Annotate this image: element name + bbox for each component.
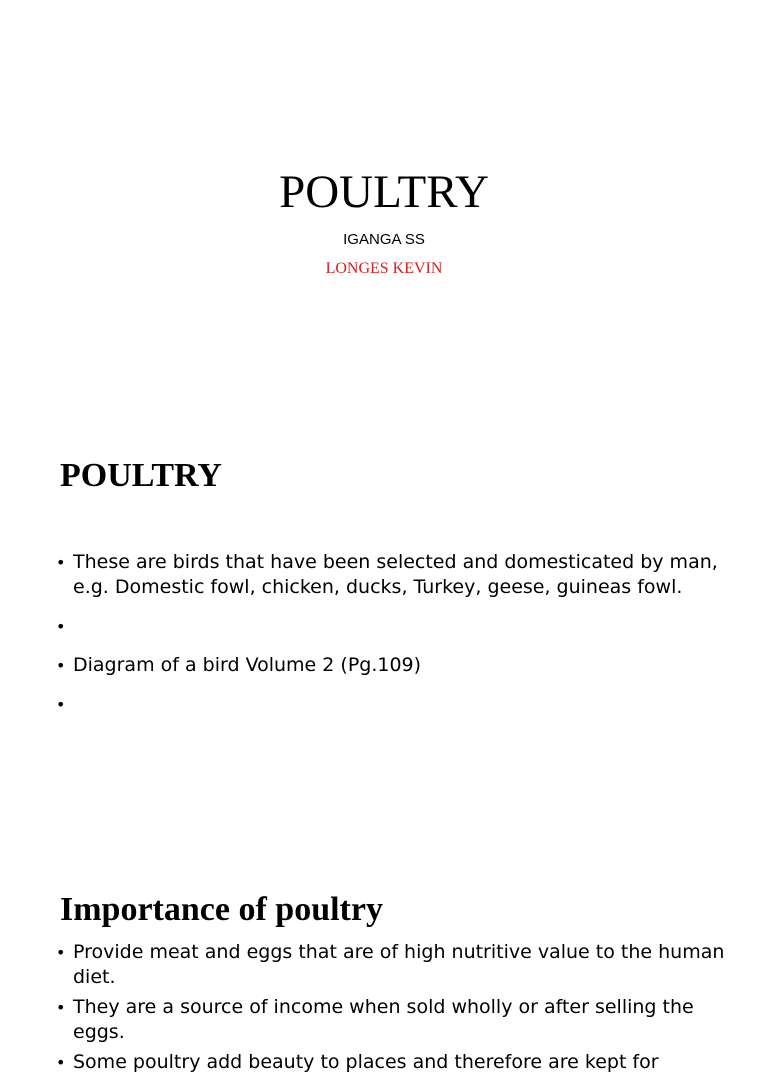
bullet-item xyxy=(56,692,736,717)
slide-heading: Importance of poultry xyxy=(60,891,383,928)
author-name: LONGES KEVIN xyxy=(325,260,443,277)
bullet-list xyxy=(56,550,736,731)
bullet-item: • They are a source of income when sold wholly or after selling the eggs. xyxy=(56,995,736,1045)
bullet-item xyxy=(56,614,736,639)
definition-slide xyxy=(0,418,768,858)
slide-heading: POULTRY xyxy=(60,457,222,494)
bullet-item: • These are birds that have been selected and domesticated by man, e.g. Domestic fowl, chicken, ducks, Turkey, geese, guineas fowl. xyxy=(56,550,736,600)
slide-title: POULTRY xyxy=(279,166,489,218)
importance-slide xyxy=(0,858,768,1073)
bullet-item: • Diagram of a bird Volume 2 (Pg.109) xyxy=(56,653,736,678)
bullet-item: • Provide meat and eggs that are of high nutritive value to the human diet. xyxy=(56,940,736,990)
title-slide xyxy=(0,0,768,418)
school-name: IGANGA SS xyxy=(343,231,425,248)
bullet-item: • Some poultry add beauty to places and therefore are kept for xyxy=(56,1050,736,1075)
bullet-list xyxy=(56,940,736,1080)
